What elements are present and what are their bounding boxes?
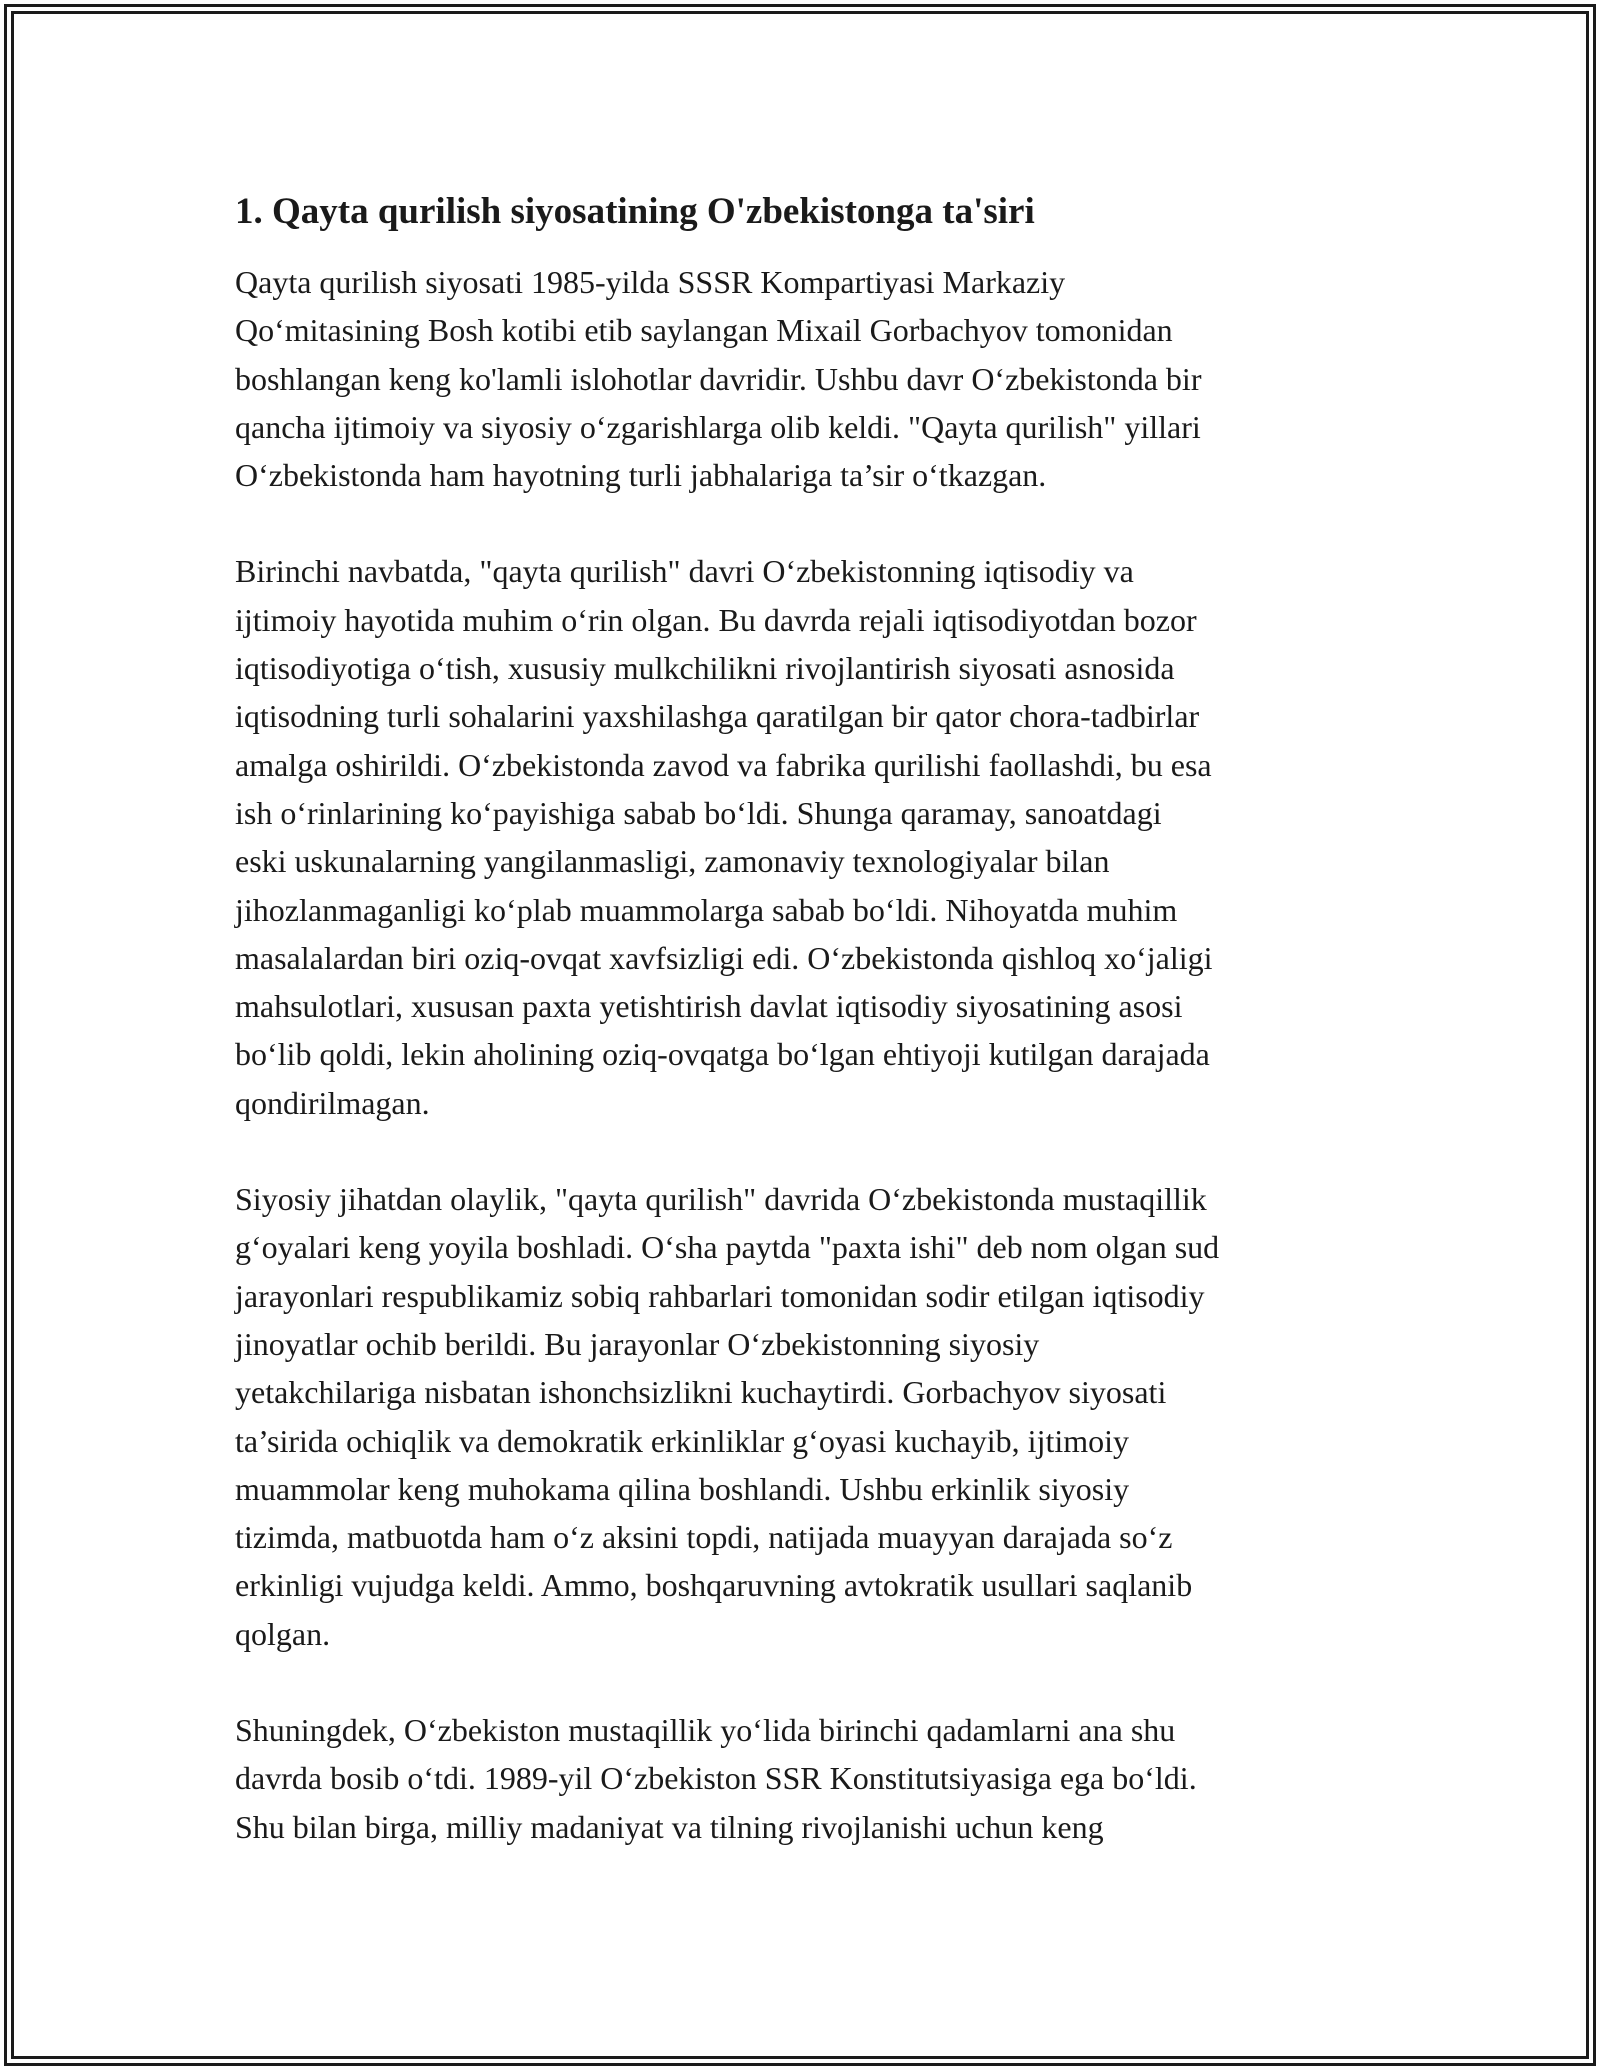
text-line: Qo‘mitasining Bosh kotibi etib saylangan Mixail Gorbachyov tomonidan — [235, 312, 1173, 349]
text-line: ijtimoiy hayotida muhim o‘rin olgan. Bu davrda rejali iqtisodiyotdan bozor — [235, 601, 1197, 638]
text-line: qancha ijtimoiy va siyosiy o‘zgarishlarga olib keldi. "Qayta qurilish" yillari — [235, 408, 1201, 445]
text-line: Siyosiy jihatdan olaylik, "qayta qurilish" davrida O‘zbekistonda mustaqillik — [235, 1181, 1207, 1218]
text-line: Qayta qurilish siyosati 1985-yilda SSSR Kompartiyasi Markaziy — [235, 264, 1066, 300]
text-line: tizimda, matbuotda ham o‘z aksini topdi, natijada muayyan darajada so‘z — [235, 1519, 1173, 1556]
text-line: iqtisodning turli sohalarini yaxshilashga qaratilgan bir qator chora-tadbirlar — [235, 698, 1200, 735]
text-line: Shuningdek, O‘zbekiston mustaqillik yo‘lida birinchi qadamlarni ana shu — [235, 1712, 1176, 1749]
text-line: O‘zbekistonda ham hayotning turli jabhalariga ta’sir o‘tkazgan. — [235, 457, 1047, 494]
text-line: iqtisodiyotiga o‘tish, xususiy mulkchilikni rivojlantirish siyosati asnosida — [235, 650, 1175, 687]
text-line: Shu bilan birga, milliy madaniyat va tilning rivojlanishi uchun keng — [235, 1808, 1104, 1845]
paragraph-1 — [235, 258, 1375, 499]
paragraph-4 — [235, 1706, 1375, 1851]
text-line: ta’sirida ochiqlik va demokratik erkinliklar g‘oyasi kuchayib, ijtimoiy — [235, 1422, 1130, 1459]
text-line: g‘oyalari keng yoyila boshladi. O‘sha paytda "paxta ishi" deb nom olgan sud — [235, 1229, 1220, 1266]
paragraph-2 — [235, 547, 1375, 1127]
text-line: boshlangan keng ko'lamli islohotlar davridir. Ushbu davr O‘zbekistonda bir — [235, 360, 1202, 397]
text-line: jihozlanmaganligi ko‘plab muammolarga sabab bo‘ldi. Nihoyatda muhim — [235, 891, 1178, 928]
text-line: amalga oshirildi. O‘zbekistonda zavod va fabrika qurilishi faollashdi, bu esa — [235, 746, 1212, 783]
document-body — [235, 188, 1375, 1899]
text-line: erkinligi vujudga keldi. Ammo, boshqaruvning avtokratik usullari saqlanib — [235, 1567, 1193, 1604]
text-line: ish o‘rinlarining ko‘payishiga sabab bo‘ldi. Shunga qaramay, sanoatdagi — [235, 794, 1162, 831]
text-line: davrda bosib o‘tdi. 1989-yil O‘zbekiston SSR Konstitutsiyasiga ega bo‘ldi. — [235, 1760, 1197, 1797]
text-line: eski uskunalarning yangilanmasligi, zamonaviy texnologiyalar bilan — [235, 843, 1110, 880]
text-line: qolgan. — [235, 1615, 331, 1652]
paragraph-3 — [235, 1175, 1375, 1658]
text-line: jinoyatlar ochib berildi. Bu jarayonlar O‘zbekistonning siyosiy — [235, 1325, 1040, 1362]
text-line: mahsulotlari, xususan paxta yetishtirish davlat iqtisodiy siyosatining asosi — [235, 988, 1183, 1025]
section-heading: 1. Qayta qurilish siyosatining O'zbekistonga ta'siri — [235, 191, 1035, 232]
text-line: jarayonlari respublikamiz sobiq rahbarlari tomonidan sodir etilgan iqtisodiy — [235, 1277, 1205, 1314]
text-line: muammolar keng muhokama qilina boshlandi. Ushbu erkinlik siyosiy — [235, 1470, 1130, 1507]
text-line: Birinchi navbatda, "qayta qurilish" davri O‘zbekistonning iqtisodiy va — [235, 553, 1134, 590]
text-line: masalalardan biri oziq-ovqat xavfsizligi edi. O‘zbekistonda qishloq xo‘jaligi — [235, 939, 1213, 976]
text-line: bo‘lib qoldi, lekin aholining oziq-ovqatga bo‘lgan ehtiyoji kutilgan darajada — [235, 1036, 1210, 1073]
text-line: yetakchilariga nisbatan ishonchsizlikni kuchaytirdi. Gorbachyov siyosati — [235, 1374, 1167, 1411]
text-line: qondirilmagan. — [235, 1084, 430, 1121]
